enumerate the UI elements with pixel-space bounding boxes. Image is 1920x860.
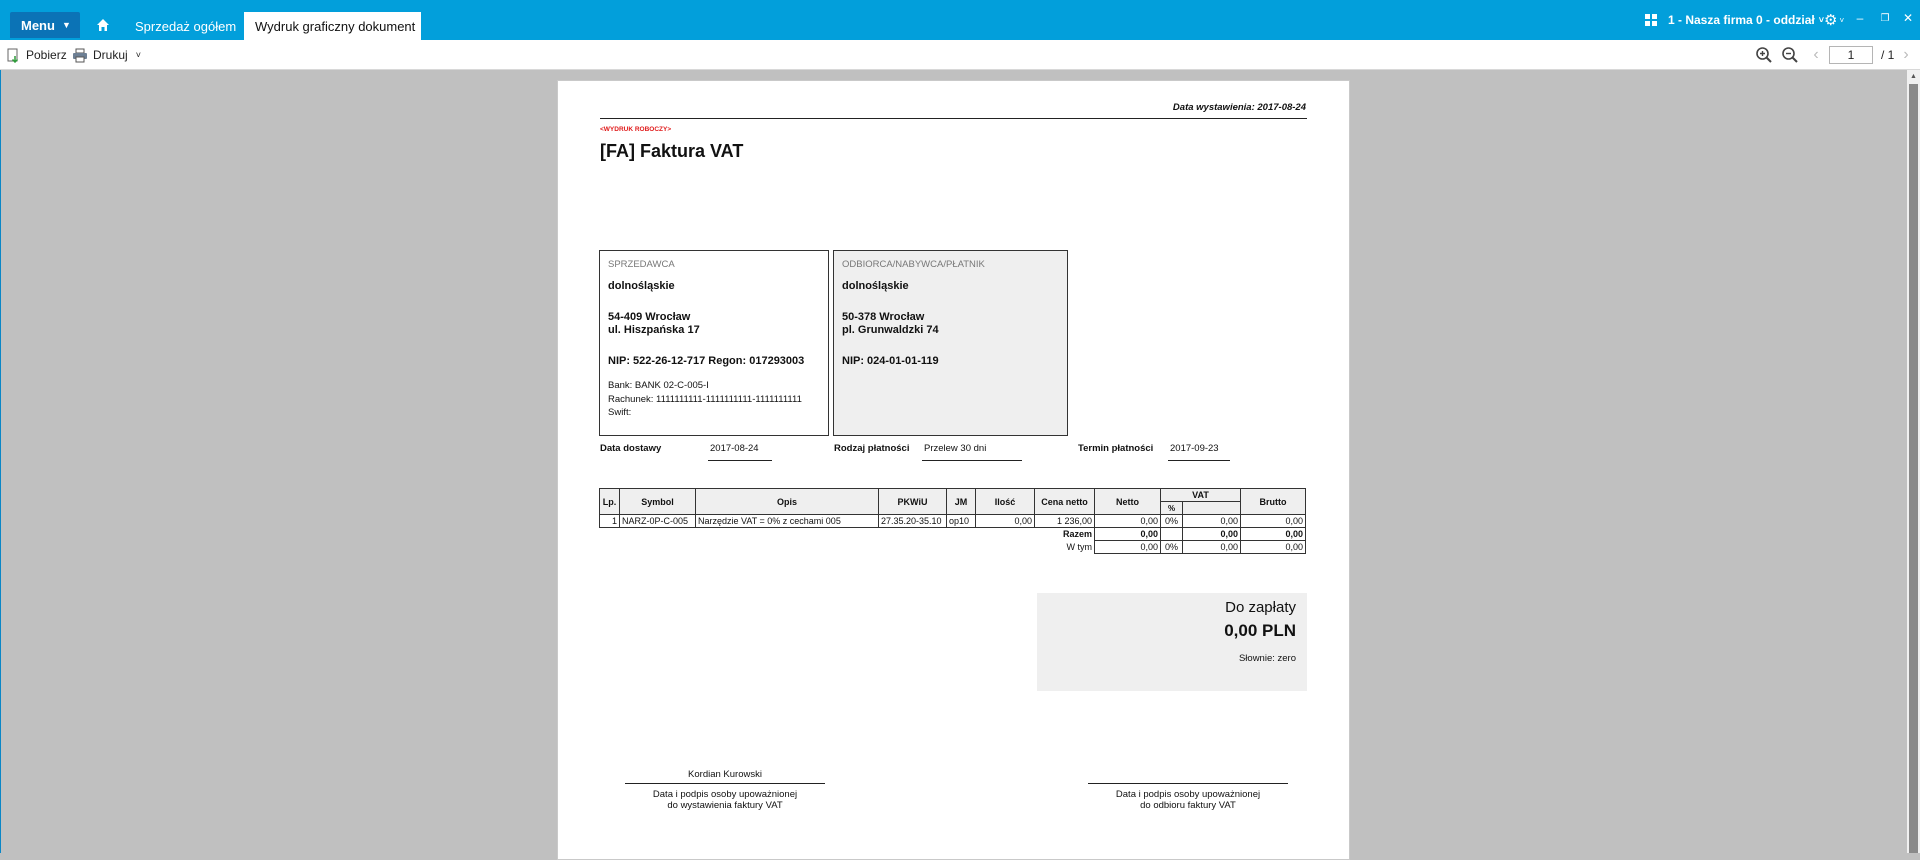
including-netto: 0,00 [1095,541,1161,554]
close-icon: ✕ [1902,11,1914,25]
payment-due-underline [1168,460,1230,461]
col-opis: Opis [696,489,879,515]
seller-bank: Bank: BANK 02-C-005-I [608,380,709,391]
draft-label: <WYDRUK ROBOCZY> [600,126,672,133]
seller-box [599,250,829,436]
home-button[interactable] [90,12,116,38]
vertical-scrollbar[interactable] [1907,70,1920,853]
viewer-left-border [0,70,1,853]
col-lp: Lp. [600,489,620,515]
issuer-signature-line [625,783,825,784]
buyer-address [842,311,939,337]
to-pay-box [1037,593,1307,691]
receiver-caption-2: do odbioru faktury VAT [1140,800,1236,811]
scroll-up-icon[interactable]: ▲ [1910,73,1917,80]
zoom-out-icon[interactable] [1781,46,1799,64]
payment-due-value: 2017-09-23 [1170,443,1219,454]
col-vat: VAT [1161,489,1241,502]
col-cena: Cena netto [1035,489,1095,515]
to-pay-amount: 0,00 PLN [1224,621,1296,640]
delivery-date [600,443,772,459]
download-label: Pobierz [26,48,67,62]
restore-icon: ❐ [1880,12,1890,24]
col-netto: Netto [1095,489,1161,515]
seller-name: dolnośląskie [608,280,675,292]
total-vat: 0,00 [1183,528,1241,541]
gear-icon: ⚙ [1824,12,1838,29]
seller-address-line1: 54-409 Wrocław [608,311,691,323]
including-brutto: 0,00 [1241,541,1306,554]
total-netto: 0,00 [1095,528,1161,541]
close-button[interactable] [1900,10,1916,26]
delivery-date-label: Data dostawy [600,443,662,454]
print-label: Drukuj [93,48,128,62]
chevron-down-icon: ▼ [61,20,71,30]
col-ilosc: Ilość [976,489,1035,515]
home-icon [96,18,110,32]
issuer-caption-2: do wystawienia faktury VAT [667,800,783,811]
payment-due-label: Termin płatności [1078,443,1154,454]
page-total: / 1 [1881,48,1895,62]
document-title: [FA] Faktura VAT [600,141,744,161]
delivery-date-value: 2017-08-24 [710,443,759,454]
to-pay-label: Do zapłaty [1225,599,1296,616]
cell-lp: 1 [600,515,620,528]
receiver-signature-line [1088,783,1288,784]
cell-symbol: NARZ-0P-C-005 [620,515,696,528]
col-vat-pct: % [1161,502,1183,515]
buyer-box [833,250,1068,436]
col-pkwiu: PKWiU [879,489,947,515]
payment-type [834,443,1024,459]
cell-pct: 0% [1161,515,1183,528]
invoice-page [557,80,1350,860]
chevron-down-icon: ˅ [1818,15,1824,25]
cell-brutto: 0,00 [1241,515,1306,528]
total-pct [1161,528,1183,541]
seller-swift: Swift: [608,407,632,418]
tab-label: Sprzedaż ogółem [135,18,237,34]
payment-type-value: Przelew 30 dni [924,443,987,454]
cell-opis: Narzędzie VAT = 0% z cechami 005 [696,515,879,528]
chevron-left-icon: ‹ [1813,46,1819,63]
zoom-in-icon[interactable] [1755,46,1773,64]
to-pay-words: Słownie: zero [1238,653,1296,664]
col-symbol: Symbol [620,489,696,515]
including-row [600,541,1306,554]
top-bar [0,0,1920,40]
scrollbar-thumb[interactable] [1909,84,1918,853]
seller-address-line2: ul. Hiszpańska 17 [608,324,700,336]
header-divider [600,118,1307,119]
receiver-signature [1088,769,1288,811]
col-brutto: Brutto [1241,489,1306,515]
previous-page-button[interactable] [1809,46,1823,64]
page-number-input[interactable] [1829,46,1873,64]
issue-date: Data wystawienia: 2017-08-24 [1172,102,1306,113]
menu-button-label: Menu [21,17,55,33]
cell-netto: 0,00 [1095,515,1161,528]
tab-sales-overview[interactable] [124,12,247,40]
including-pct: 0% [1161,541,1183,554]
total-brutto: 0,00 [1241,528,1306,541]
settings-button[interactable] [1824,11,1844,29]
minimize-button[interactable] [1852,10,1868,26]
seller-nip: NIP: 522-26-12-717 Regon: 017293003 [608,355,805,367]
receiver-name-blank [1088,769,1288,781]
issuer-name: Kordian Kurowski [688,769,762,780]
payment-type-label: Rodzaj płatności [834,443,910,454]
buyer-nip: NIP: 024-01-01-119 [842,355,939,367]
printer-icon [72,48,88,63]
delivery-date-underline [708,460,772,461]
buyer-address-line1: 50-378 Wrocław [842,311,925,323]
minimize-icon: – [1856,11,1864,25]
next-page-button[interactable] [1899,46,1913,64]
cell-cena: 1 236,00 [1035,515,1095,528]
including-vat: 0,00 [1183,541,1241,554]
menu-button[interactable] [10,12,80,38]
tab-label: Wydruk graficzny dokument [255,18,416,34]
viewer-toolbar [0,40,1920,70]
issuer-caption-1: Data i podpis osoby upoważnionej [652,789,798,800]
chevron-down-icon: ˅ [135,50,141,60]
cell-jm: op10 [947,515,976,528]
payment-due [1078,443,1230,459]
buyer-header: ODBIORCA/NABYWCA/PŁATNIK [842,259,985,270]
total-row [600,528,1306,541]
cell-vat: 0,00 [1183,515,1241,528]
company-selector[interactable] [1668,12,1824,28]
seller-bank-info [608,379,802,420]
restore-button[interactable] [1877,10,1893,26]
seller-account: Rachunek: 1111111111-1111111111-1111111111 [608,393,802,405]
col-jm: JM [947,489,976,515]
print-button[interactable] [72,46,141,64]
receiver-caption-1: Data i podpis osoby upoważnionej [1115,789,1261,800]
company-label: 1 - Nasza firma 0 - oddział [1668,13,1815,27]
cell-ilosc: 0,00 [976,515,1035,528]
items-table [599,488,1306,554]
col-vat-amount [1183,502,1241,515]
buyer-address-line2: pl. Grunwaldzki 74 [842,324,939,336]
seller-address [608,311,700,337]
cell-pkwiu: 27.35.20-35.10 [879,515,947,528]
including-label: W tym [1066,542,1092,552]
seller-header: SPRZEDAWCA [608,259,675,270]
download-button[interactable] [6,46,67,64]
chevron-right-icon: › [1903,46,1909,63]
tab-graphic-print[interactable] [244,12,421,40]
download-icon [6,48,21,63]
table-header-row [600,489,1306,502]
apps-grid-icon[interactable] [1644,13,1658,27]
buyer-name: dolnośląskie [842,280,909,292]
total-label: Razem [1062,529,1092,540]
chevron-down-icon: ˅ [1839,15,1845,25]
table-row [600,515,1306,528]
payment-type-underline [922,460,1022,461]
issuer-signature [625,769,825,811]
